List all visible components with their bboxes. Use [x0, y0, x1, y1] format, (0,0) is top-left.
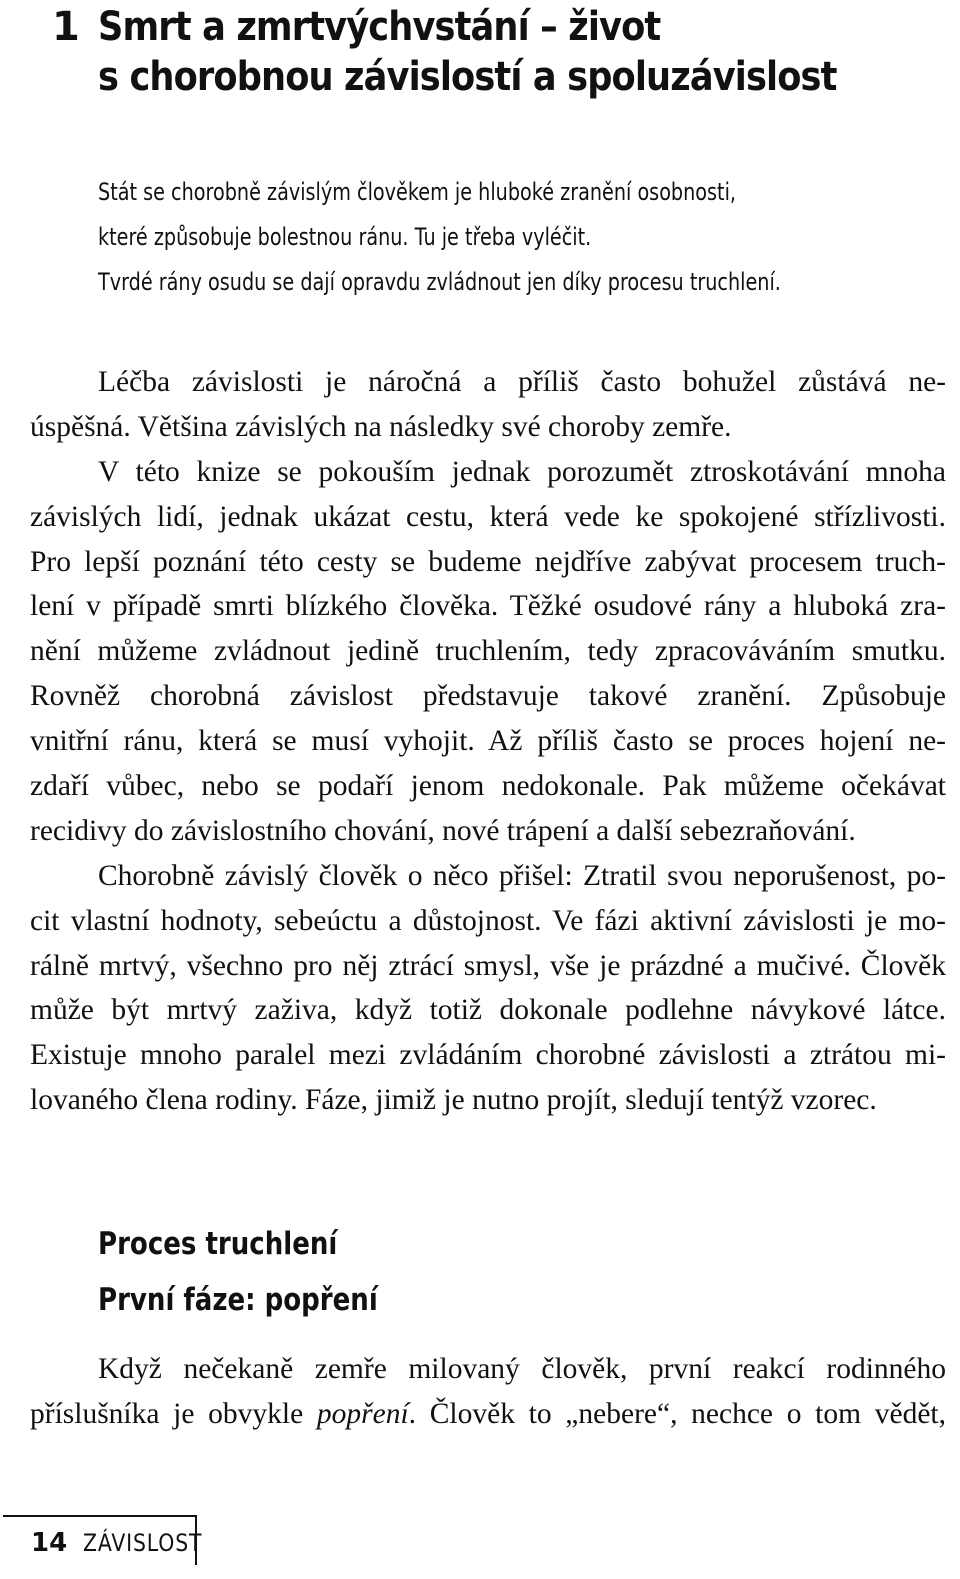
body-line: zdaří vůbec, nebo se podaří jenom nedokonale. Pak můžeme očekávat [30, 770, 946, 803]
page-number: 14 [31, 1528, 68, 1558]
body-line: cit vlastní hodnoty, sebeúctu a důstojnost. Ve fázi aktivní závislosti je mo- [30, 904, 946, 937]
body-line: úspěšná. Většina závislých na následky své choroby zemře. [30, 410, 732, 443]
epigraph [98, 170, 938, 305]
body-line: Léčba závislosti je náročná a příliš často bohužel zůstává ne- [98, 366, 946, 398]
body-line [30, 1392, 946, 1437]
body-line: nění můžeme zvládnout jedině truchlením, tedy zpracováváním smutku. [30, 635, 946, 668]
body-line: vnitřní ránu, která se musí vyhojit. Až příliš často se proces hojení ne- [30, 725, 946, 758]
body-line: rálně mrtvý, všechno pro něj ztrácí smysl, vše je prázdné a mučivé. Člověk [30, 949, 946, 982]
body-line: V této knize se pokouším jednak porozumět ztroskotávání mnoha [98, 455, 946, 488]
epigraph-line: Tvrdé rány osudu se dají opravdu zvládnout jen díky procesu truchlení. [98, 268, 781, 296]
chapter-title-line-1: Smrt a zmrtvýchvstání – život [98, 4, 661, 50]
body-line: Chorobně závislý člověk o něco přišel: Ztratil svou neporušenost, po- [98, 859, 946, 892]
chapter-title-line-2: s chorobnou závislostí a spoluzávislost [98, 54, 837, 100]
body-line: Pro lepší poznání této cesty se budeme nejdříve zabývat procesem truch- [30, 545, 946, 578]
page-footer [3, 1515, 203, 1565]
emphasis-text: popření [316, 1397, 409, 1430]
epigraph-line: Stát se chorobně závislým člověkem je hluboké zranění osobnosti, [98, 178, 737, 206]
body-line: lení v případě smrti blízkého člověka. Těžké osudové rány a hluboká zra- [30, 590, 946, 623]
body-line: lovaného člena rodiny. Fáze, jimiž je nutno projít, sledují tentýž vzorec. [30, 1084, 877, 1117]
body-text: . Člověk to „nebere“, nechce o tom vědět, [408, 1397, 947, 1430]
body-text: příslušníka je obvykle [30, 1397, 317, 1430]
section-heading: Proces truchlení [98, 1226, 338, 1262]
body-paragraphs [30, 360, 946, 1123]
body-line: může být mrtvý zaživa, když totiž dokonale podlehne návykové látce. [30, 994, 946, 1027]
section-subheading: První fáze: popření [98, 1282, 378, 1318]
chapter-title [98, 2, 837, 102]
body-line: recidivy do závislostního chování, nové trápení a další sebezraňování. [30, 814, 856, 847]
body-line: Existuje mnoho paralel mezi zvládáním chorobné závislosti a ztrátou mi- [30, 1039, 946, 1072]
chapter-header [0, 0, 960, 120]
section-paragraph [30, 1347, 946, 1437]
body-line: Když nečekaně zemře milovaný člověk, první reakcí rodinného [98, 1353, 946, 1385]
epigraph-line: které způsobuje bolestnou ránu. Tu je třeba vyléčit. [98, 223, 592, 251]
body-line: závislých lidí, jednak ukázat cestu, která vede ke spokojené střízlivosti. [30, 500, 946, 533]
chapter-number: 1 [52, 4, 80, 50]
running-head: ZÁVISLOST [83, 1529, 203, 1557]
body-line: Rovněž chorobná závislost představuje takové zranění. Způsobuje [30, 680, 946, 713]
